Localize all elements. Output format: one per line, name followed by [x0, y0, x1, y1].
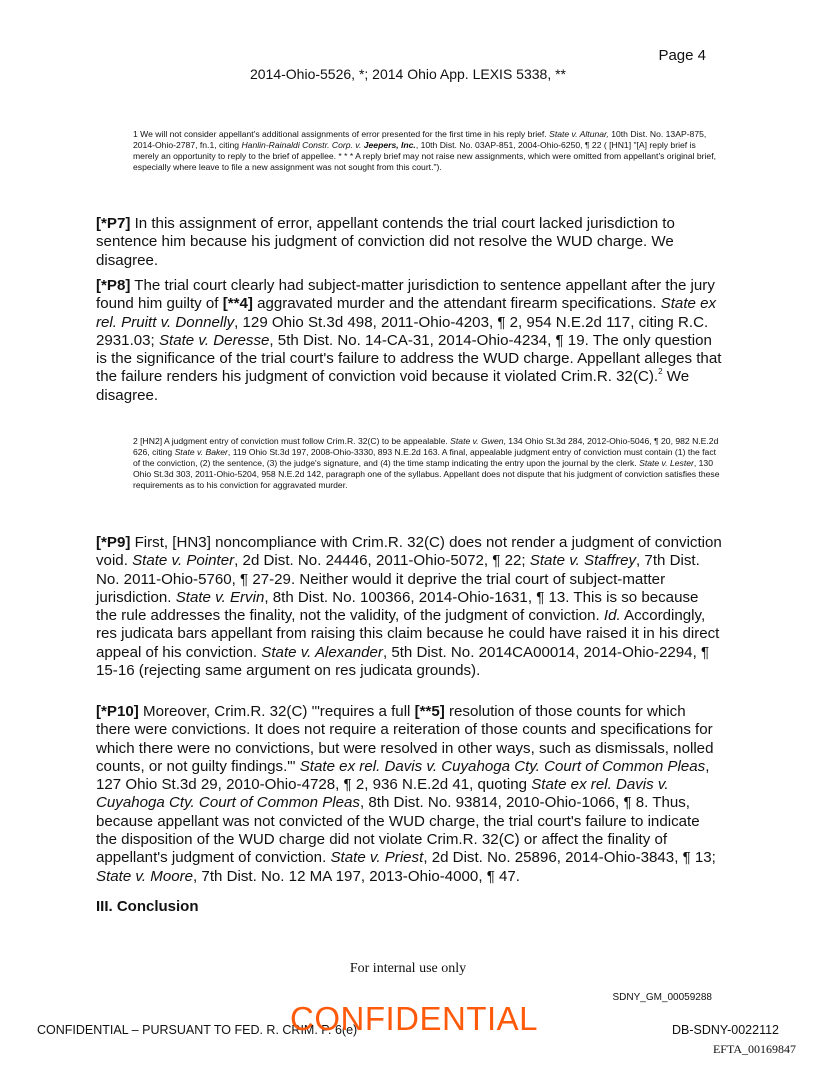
case-citation: State v. Moore: [96, 867, 194, 885]
paragraph-text: First, [HN3] noncompliance with Crim.R. 32(C) does not render a judgment of conviction void.: [96, 534, 722, 570]
case-citation: State ex rel. Davis v. Cuyahoga Cty. Court of Common Pleas: [299, 757, 706, 775]
case-citation: State ex rel. Pruitt v. Donnelly: [96, 295, 717, 331]
paragraph-p9: [96, 534, 722, 680]
paragraph-text: Moreover, Crim.R. 32(C) '"requires a full: [138, 703, 415, 720]
paragraph-text: , 7th Dist. No. 12 MA 197, 2013-Ohio-4000, ¶ 47.: [193, 867, 520, 885]
section-heading: III. Conclusion: [96, 898, 199, 915]
paragraph-text: , 2d Dist. No. 24446, 2011-Ohio-5072, ¶ 22;: [234, 552, 530, 570]
internal-use-notice: For internal use only: [349, 961, 467, 976]
footnote-text: , 119 Ohio St.3d 197, 2008-Ohio-3330, 893 N.E.2d 163. A final, appealable judgment entry of conviction must contain (1) the fact of the conviction, (2) the sentence, (3) the judge's signature, and (4) the time stamp indicating the entry upon the journal by the clerk.: [133, 447, 717, 468]
paragraph-marker: [*P7]: [96, 215, 131, 232]
case-citation: State v. Pointer: [132, 552, 235, 570]
paragraph-text: resolution of those counts for which there were convictions. It does not require a reiteration of those counts and specifications for which there were no convictions, but were resolved in other ways, such as dismissals, nolled counts, or not guilty findings."': [96, 703, 714, 775]
case-citation: State ex rel. Davis v. Cuyahoga Cty. Court of Common Pleas: [96, 776, 669, 812]
case-citation: State v. Altunar,: [549, 129, 609, 139]
case-citation: Hanlin-Rainaldi Constr. Corp. v.: [241, 140, 364, 150]
page-break-marker: [**4]: [222, 295, 253, 313]
case-citation-bold: Jeepers, Inc.: [363, 140, 416, 150]
paragraph-text: , 5th Dist. No. 14-CA-31, 2014-Ohio-4234, ¶ 19. The only question is the significance of the trial court's failure to address the WUD charge. Appellant alleges that the failure renders his judgment of conviction void because it violated Crim.R. 32(C).: [96, 331, 722, 386]
paragraph-text: , 129 Ohio St.3d 498, 2011-Ohio-4203, ¶ 2, 954 N.E.2d 117, citing R.C. 2931.03;: [96, 313, 709, 349]
case-citation: State v. Priest: [330, 849, 424, 867]
case-citation: State v. Gwen: [450, 436, 504, 446]
paragraph-p8: [96, 277, 722, 405]
case-citation: State v. Baker: [174, 447, 228, 457]
footnote-text: , 134 Ohio St.3d 284, 2012-Ohio-5046, ¶ 20, 982 N.E.2d 626, citing: [133, 436, 719, 457]
paragraph-text: In this assignment of error, appellant contends the trial court lacked jurisdiction to sentence him because his judgment of conviction did not resolve the WUD charge. We disagree.: [96, 215, 675, 269]
paragraph-text: aggravated murder and the attendant firearm specifications.: [252, 295, 661, 313]
footnote-2: [133, 436, 721, 491]
paragraph-marker: [*P10]: [96, 703, 139, 720]
paragraph-text: We disagree.: [96, 368, 690, 404]
case-citation: State v. Deresse: [158, 331, 270, 349]
footnote-reference: 2: [658, 367, 663, 377]
paragraph-text: , 8th Dist. No. 100366, 2014-Ohio-1631, ¶ 13. This is so because the rule addresses the finality, not the validity, of the judgment of conviction.: [96, 588, 699, 625]
case-citation: State v. Alexander: [261, 643, 383, 661]
paragraph-p10: [96, 703, 722, 886]
paragraph-marker: [*P8]: [96, 277, 131, 294]
paragraph-marker: [*P9]: [96, 534, 131, 551]
case-citation: State v. Lester: [639, 458, 694, 468]
page-break-marker: [**5]: [414, 703, 445, 720]
confidential-notice: CONFIDENTIAL – PURSUANT TO FED. R. CRIM. P. 6(e): [37, 1023, 358, 1037]
bates-number-gm: SDNY_GM_00059288: [612, 992, 712, 1003]
running-header-citation: 2014-Ohio-5526, *; 2014 Ohio App. LEXIS 5338, **: [249, 66, 566, 82]
footnote-text: , 130 Ohio St.3d 303, 2011-Ohio-5204, 958 N.E.2d 142, paragraph one of the syllabus. Appellant does not dispute that his judgment of conviction satisfies these requirements as to his conviction for aggravated murder.: [133, 458, 720, 490]
paragraph-text: , 5th Dist. No. 2014CA00014, 2014-Ohio-2294, ¶ 15-16 (rejecting same argument on res judicata grounds).: [96, 643, 710, 680]
confidential-stamp: CONFIDENTIAL: [290, 1000, 539, 1037]
bates-number-db: DB-SDNY-0022112: [671, 1023, 779, 1037]
paragraph-p7: [96, 215, 722, 270]
footnote-text: , 10th Dist. No. 03AP-851, 2004-Ohio-6250, ¶ 22 ( [HN1] "[A] reply brief is merely an opportunity to reply to the brief of appellee. * * * A reply brief may not raise new assignments, which were omitted from appellant's original brief, especially where leave to file a new assignment was not sought from this court.").: [133, 140, 716, 172]
footnote-1: [133, 129, 721, 173]
footnote-text: 2 [HN2] A judgment entry of conviction must follow Crim.R. 32(C) to be appealable.: [133, 436, 451, 446]
paragraph-text: The trial court clearly had subject-matter jurisdiction to sentence appellant after the jury found him guilty of: [96, 277, 715, 313]
case-citation: Id.: [603, 607, 621, 625]
paragraph-text: , 127 Ohio St.3d 29, 2010-Ohio-4728, ¶ 2, 936 N.E.2d 41, quoting: [96, 757, 710, 794]
case-citation: State v. Staffrey: [529, 552, 637, 570]
paragraph-text: , 2d Dist. No. 25896, 2014-Ohio-3843, ¶ 13;: [423, 849, 716, 867]
footnote-text: 1 We will not consider appellant's additional assignments of error presented for the first time in his reply brief.: [133, 129, 550, 139]
efta-number: EFTA_00169847: [712, 1042, 796, 1056]
page-number: Page 4: [658, 47, 706, 64]
footnote-text: 10th Dist. No. 13AP-875, 2014-Ohio-2787, fn.1, citing: [133, 129, 707, 150]
paragraph-text: , 8th Dist. No. 93814, 2010-Ohio-1066, ¶ 8. Thus, because appellant was not convicted of the WUD charge, the trial court's failure to indicate the disposition of the WUD charge did not violate Crim.R. 32(C) or affect the finality of appellant's judgment of conviction.: [96, 794, 700, 867]
paragraph-text: Accordingly, res judicata bars appellant from raising this claim because he could have raised it in his direct appeal of his conviction.: [96, 607, 720, 661]
paragraph-text: , 7th Dist. No. 2011-Ohio-5760, ¶ 27-29. Neither would it deprive the trial court of subject-matter jurisdiction.: [96, 552, 700, 606]
case-citation: State v. Ervin: [175, 588, 265, 606]
